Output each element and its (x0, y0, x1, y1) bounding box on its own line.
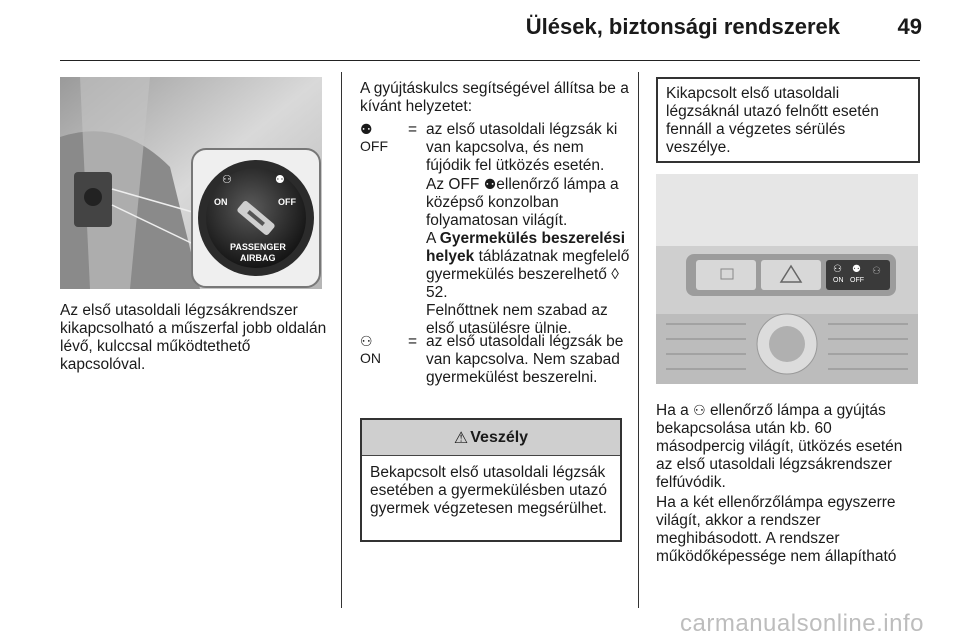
notice-text: Kikapcsolt első utasoldali légzsáknál utazó felnőtt esetén fennáll a végzetes sérülés veszélye. (666, 85, 879, 156)
off-text-3b: táblázatnak megfelelő gyermekülés beszerelhető (426, 248, 630, 283)
warning-header (362, 420, 620, 456)
equals-sign: = (408, 333, 418, 350)
switch-caption: Az első utasoldali légzsákrendszer kikapcsolható a műszerfal jobb oldalán lévő, kulccsal működtethető kapcsolóval. (60, 302, 327, 373)
passenger-label: PASSENGER (230, 242, 286, 252)
airbag-on-icon: ⚇ (833, 264, 842, 275)
off-text-3a: A (426, 230, 436, 247)
warning-title: Veszély (470, 428, 529, 446)
airbag-on-icon: ⚇ (222, 174, 232, 186)
page-reference-icon: ◊ (611, 266, 619, 283)
equals-sign: = (408, 121, 418, 138)
off-text-2a: Az OFF (426, 176, 480, 193)
on-symbol-label: ON (360, 350, 381, 366)
console-illustration (656, 174, 918, 384)
airbag-off-icon: ⚉ (852, 264, 861, 275)
column-divider-left (341, 72, 342, 608)
switch-off-label: OFF (278, 197, 296, 207)
console-photo (656, 174, 918, 384)
console-on-label: ON (833, 277, 844, 284)
indicator-paragraph (656, 401, 920, 492)
column-divider-right (638, 72, 639, 608)
para1-start: Ha a (656, 402, 689, 419)
off-symbol-label: OFF (360, 138, 388, 154)
notice-box (656, 77, 920, 163)
page-number: 49 (897, 14, 922, 39)
off-text-2b: ellenőrző lámpa a középső konzolban folyamatosan világít. (426, 176, 619, 229)
off-position-row (360, 121, 630, 341)
airbag-off-icon: ⚉ (360, 121, 373, 137)
para1-rest: ellenőrző lámpa a gyújtás bekapcsolása után kb. 60 másodpercig világít, ütközés esetén az első utasoldali légzsákrendszer felfúvódik. (656, 402, 903, 491)
airbag-off-icon: ⚉ (483, 176, 497, 192)
console-off-label: OFF (850, 277, 864, 284)
airbag-on-icon: ⚇ (360, 333, 373, 349)
off-text-4: Felnőttnek nem szabad az első utasülésre ülnie. (426, 302, 608, 337)
header-rule (60, 60, 920, 61)
airbag-on-icon: ⚇ (693, 402, 706, 418)
off-page-ref[interactable]: 52. (426, 284, 448, 301)
intro-text: A gyújtáskulcs segítségével állítsa be a kívánt helyzetet: (360, 80, 629, 115)
child-seat-table-ref: Gyermekülés beszerelési helyek (426, 230, 626, 265)
fault-paragraph: Ha a két ellenőrzőlámpa egyszerre világít, akkor a rendszer meghibásodott. A rendszer működőképessége nem állapítható (656, 494, 897, 565)
off-description (426, 121, 632, 338)
page-header-title: Ülések, biztonsági rendszerek (525, 14, 840, 39)
on-position-row (360, 333, 630, 409)
on-description: az első utasoldali légzsák be van kapcsolva. Nem szabad gyermekülést beszerelni. (426, 333, 624, 386)
warning-triangle-icon: ⚠ (453, 429, 469, 447)
airbag-switch-photo (60, 77, 322, 289)
airbag-indicator-icon: ⚇ (872, 266, 881, 277)
airbag-off-icon: ⚉ (275, 174, 285, 186)
warning-text: Bekapcsolt első utasoldali légzsák esetében a gyermekülésben utazó gyermek végzetesen megsérülhet. (370, 464, 607, 517)
watermark: carmanualsonline.info (680, 610, 924, 637)
warning-box (360, 418, 622, 542)
off-text-1: az első utasoldali légzsák ki van kapcsolva, és nem fújódik fel ütközés esetén. (426, 121, 618, 174)
airbag-label: AIRBAG (240, 253, 276, 263)
switch-on-label: ON (214, 197, 228, 207)
